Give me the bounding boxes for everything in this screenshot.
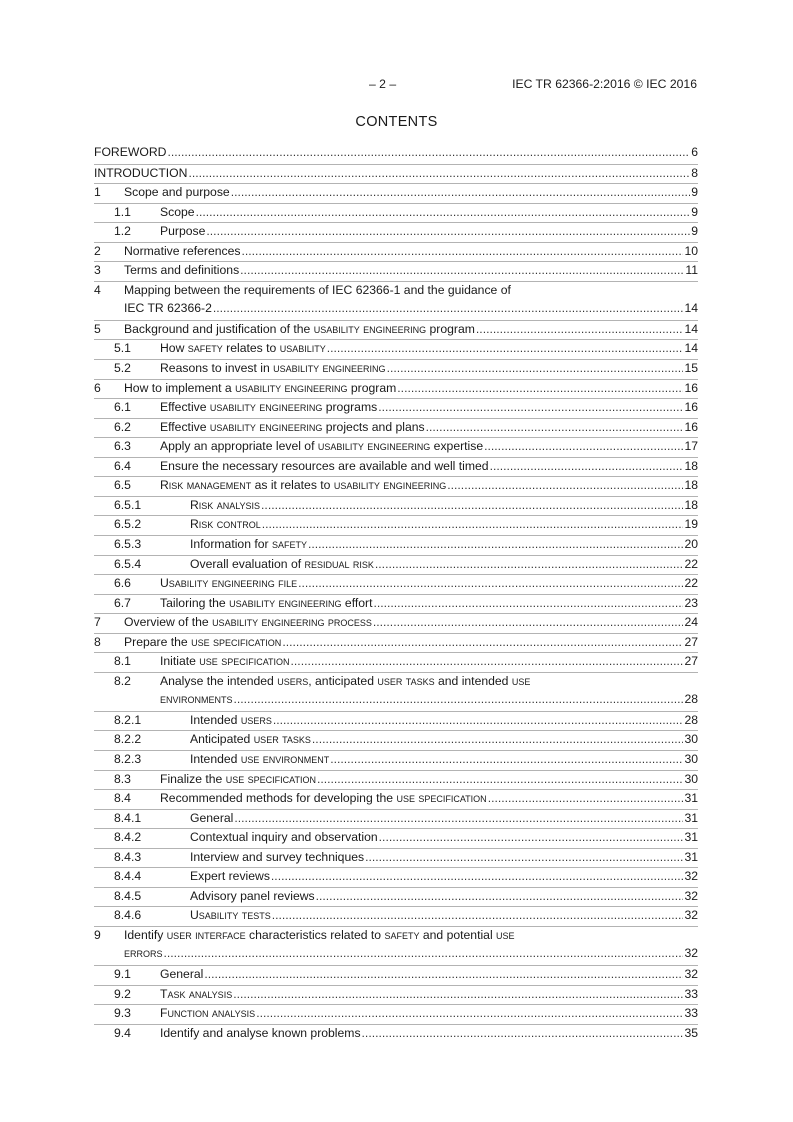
toc-entry-number: 8.4.2 bbox=[114, 830, 142, 845]
toc-entry-number: 9.1 bbox=[114, 967, 131, 982]
dot-leader bbox=[167, 145, 690, 159]
toc-entry-page: 6 bbox=[691, 145, 698, 159]
dot-leader bbox=[373, 615, 684, 629]
toc-entry-title: Overview of the usability engineering process bbox=[124, 615, 372, 630]
toc-entry[interactable] bbox=[94, 222, 698, 242]
toc-entry[interactable] bbox=[94, 985, 698, 1005]
toc-entry-title: Usability tests bbox=[190, 908, 271, 923]
toc-entry-page: 30 bbox=[684, 771, 698, 786]
toc-entry-page: 16 bbox=[684, 380, 698, 395]
toc-entry-page: 32 bbox=[684, 908, 698, 923]
toc-entry-number: 8.4.6 bbox=[114, 908, 142, 923]
toc-entry-number: 8.2.2 bbox=[114, 732, 142, 747]
toc-entry-page: 30 bbox=[684, 732, 698, 747]
toc-entry-title-line1: Analyse the intended users, anticipated user tasks and intended use bbox=[160, 673, 531, 688]
toc-entry-title: FOREWORD bbox=[94, 145, 167, 159]
toc-entry-number: 6.4 bbox=[114, 458, 131, 473]
toc-entry[interactable] bbox=[94, 711, 698, 731]
toc-entry-title: errors bbox=[124, 945, 163, 960]
dot-leader bbox=[426, 420, 684, 434]
toc-entry-title: Expert reviews bbox=[190, 869, 270, 884]
toc-entry-page: 30 bbox=[684, 751, 698, 766]
toc-entry[interactable] bbox=[94, 183, 698, 203]
toc-entry-title: Function analysis bbox=[160, 1006, 256, 1021]
toc-entry-title: environments bbox=[160, 691, 233, 706]
toc-entry-title: IEC TR 62366-2 bbox=[124, 300, 212, 315]
toc-entry[interactable] bbox=[94, 339, 698, 359]
toc-entry-title: Normative references bbox=[124, 243, 241, 258]
toc-entry-title: General bbox=[160, 967, 204, 982]
dot-leader bbox=[312, 732, 684, 746]
dot-leader bbox=[378, 400, 683, 414]
toc-entry[interactable] bbox=[94, 965, 698, 985]
toc-entry-title: How safety relates to usability bbox=[160, 341, 326, 356]
dot-leader bbox=[271, 869, 684, 883]
dot-leader bbox=[164, 946, 684, 960]
toc-entry-page: 18 bbox=[684, 497, 698, 512]
toc-entry-title: Intended users bbox=[190, 712, 272, 727]
toc-entry-page: 9 bbox=[691, 185, 698, 200]
toc-entry[interactable] bbox=[94, 867, 698, 887]
toc-entry-page: 32 bbox=[684, 967, 698, 982]
dot-leader bbox=[291, 654, 684, 668]
toc-entry[interactable] bbox=[94, 242, 698, 262]
toc-entry-number: 6.5.3 bbox=[114, 536, 142, 551]
dot-leader bbox=[327, 341, 684, 355]
dot-leader bbox=[282, 635, 683, 649]
toc-entry-title-line1: Mapping between the requirements of IEC 62366-1 and the guidance of bbox=[124, 282, 511, 297]
toc-entry-number: 6.2 bbox=[114, 419, 131, 434]
toc-entry[interactable] bbox=[94, 1004, 698, 1024]
dot-leader bbox=[234, 811, 683, 825]
toc-entry-page: 17 bbox=[684, 439, 698, 454]
toc-entry-page: 8 bbox=[691, 165, 698, 180]
toc-entry-page: 35 bbox=[684, 1025, 698, 1040]
toc-entry-page: 10 bbox=[684, 243, 698, 258]
toc-entry-page: 11 bbox=[685, 263, 698, 278]
dot-leader bbox=[484, 439, 683, 453]
toc-entry-number: 8.1 bbox=[114, 654, 131, 669]
toc-entry[interactable] bbox=[94, 320, 698, 340]
toc-entry[interactable] bbox=[94, 809, 698, 829]
dot-leader bbox=[262, 517, 684, 531]
toc-entry-number: 9.4 bbox=[114, 1025, 131, 1040]
toc-entry-page: 27 bbox=[684, 654, 698, 669]
toc-entry-title: Effective usability engineering projects and plans bbox=[160, 419, 425, 434]
toc-entry-number: 6.5 bbox=[114, 478, 131, 493]
toc-entry-number: 5 bbox=[94, 321, 101, 336]
toc-entry-page: 28 bbox=[684, 712, 698, 727]
toc-entry-title: Usability engineering file bbox=[160, 576, 298, 591]
dot-leader bbox=[204, 967, 683, 981]
toc-entry-title: Risk analysis bbox=[190, 497, 261, 512]
toc-entry-title: Overall evaluation of residual risk bbox=[190, 556, 374, 571]
dot-leader bbox=[196, 205, 691, 219]
toc-entry-number: 4 bbox=[94, 282, 101, 297]
dot-leader bbox=[298, 576, 683, 590]
toc-entry-number: 1.1 bbox=[114, 204, 131, 219]
toc-entry-page: 27 bbox=[684, 634, 698, 649]
toc-entry-page: 24 bbox=[684, 615, 698, 630]
toc-entry-page: 31 bbox=[684, 849, 698, 864]
toc-entry-title: How to implement a usability engineering program bbox=[124, 380, 397, 395]
toc-entry-number: 6.6 bbox=[114, 576, 131, 591]
toc-entry[interactable] bbox=[94, 828, 698, 848]
dot-leader bbox=[256, 1006, 683, 1020]
toc-entry-page: 9 bbox=[691, 224, 698, 239]
toc-entry-title: Recommended methods for developing the use specification bbox=[160, 791, 487, 806]
toc-entry-title: Background and justification of the usability engineering program bbox=[124, 321, 475, 336]
toc-entry-page: 16 bbox=[684, 419, 698, 434]
toc-entry[interactable] bbox=[94, 652, 698, 672]
toc-entry-page: 32 bbox=[684, 945, 698, 960]
toc-entry-number: 6 bbox=[94, 380, 101, 395]
dot-leader bbox=[316, 889, 684, 903]
toc-entry-page: 33 bbox=[684, 986, 698, 1001]
toc-entry[interactable] bbox=[94, 359, 698, 379]
toc-entry[interactable] bbox=[94, 906, 698, 926]
toc-entry[interactable] bbox=[94, 164, 698, 184]
toc-entry[interactable] bbox=[94, 203, 698, 223]
toc-entry-page: 14 bbox=[684, 321, 698, 336]
toc-entry-title: Risk management as it relates to usability engineering bbox=[160, 478, 447, 493]
dot-leader bbox=[308, 537, 683, 551]
toc-entry-title: Reasons to invest in usability engineering bbox=[160, 361, 386, 376]
toc-entry-number: 6.3 bbox=[114, 439, 131, 454]
toc-entry-title: Purpose bbox=[160, 224, 206, 239]
dot-leader bbox=[330, 752, 683, 766]
toc-entry-page: 19 bbox=[684, 517, 698, 532]
dot-leader bbox=[490, 459, 684, 473]
toc-entry-number: 5.2 bbox=[114, 361, 131, 376]
toc-entry-title: Prepare the use specification bbox=[124, 634, 282, 649]
toc-entry-number: 6.5.4 bbox=[114, 556, 142, 571]
toc-entry-number: 8.4.1 bbox=[114, 810, 142, 825]
toc-entry-number: 6.5.1 bbox=[114, 497, 142, 512]
page-number: – 2 – bbox=[369, 77, 397, 91]
toc-entry-title: Task analysis bbox=[160, 986, 233, 1001]
toc-entry-title: Apply an appropriate level of usability engineering expertise bbox=[160, 439, 484, 454]
toc-entry[interactable] bbox=[94, 457, 698, 477]
toc-entry-number: 9 bbox=[94, 927, 101, 942]
toc-entry-page: 14 bbox=[684, 300, 698, 315]
toc-entry-title: Ensure the necessary resources are available and well timed bbox=[160, 458, 489, 473]
toc-entry-number: 8.4 bbox=[114, 791, 131, 806]
toc-entry[interactable] bbox=[94, 144, 698, 164]
dot-leader bbox=[273, 713, 684, 727]
toc-entry-number: 8.2 bbox=[114, 673, 131, 688]
dot-leader bbox=[397, 381, 683, 395]
toc-entry[interactable] bbox=[94, 672, 698, 711]
table-of-contents bbox=[94, 144, 698, 1043]
toc-entry-page: 23 bbox=[684, 595, 698, 610]
toc-entry-title: Contextual inquiry and observation bbox=[190, 830, 378, 845]
toc-entry-number: 6.1 bbox=[114, 400, 131, 415]
toc-entry-title: Advisory panel reviews bbox=[190, 888, 315, 903]
toc-entry-page: 33 bbox=[684, 1006, 698, 1021]
dot-leader bbox=[240, 263, 684, 277]
toc-entry-page: 9 bbox=[691, 204, 698, 219]
toc-entry[interactable] bbox=[94, 555, 698, 575]
toc-entry-page: 28 bbox=[684, 691, 698, 706]
toc-entry-number: 7 bbox=[94, 615, 101, 630]
toc-entry-title: General bbox=[190, 810, 234, 825]
toc-entry[interactable] bbox=[94, 848, 698, 868]
toc-entry-page: 16 bbox=[684, 400, 698, 415]
toc-entry[interactable] bbox=[94, 418, 698, 438]
dot-leader bbox=[242, 244, 684, 258]
toc-entry-page: 31 bbox=[684, 810, 698, 825]
toc-entry[interactable] bbox=[94, 261, 698, 281]
toc-entry-title: Scope bbox=[160, 204, 195, 219]
toc-entry-title: Terms and definitions bbox=[124, 263, 240, 278]
toc-entry[interactable] bbox=[94, 515, 698, 535]
toc-entry-number: 1 bbox=[94, 185, 101, 200]
toc-entry[interactable] bbox=[94, 496, 698, 516]
dot-leader bbox=[272, 908, 684, 922]
toc-entry-page: 22 bbox=[684, 576, 698, 591]
toc-entry-number: 8.4.5 bbox=[114, 888, 142, 903]
toc-entry[interactable] bbox=[94, 750, 698, 770]
toc-entry[interactable] bbox=[94, 926, 698, 965]
dot-leader bbox=[488, 791, 684, 805]
toc-entry[interactable] bbox=[94, 594, 698, 614]
toc-entry-title-line1: Identify user interface characteristics related to safety and potential use bbox=[124, 927, 515, 942]
toc-entry-page: 31 bbox=[684, 830, 698, 845]
toc-entry-number: 8.4.4 bbox=[114, 869, 142, 884]
dot-leader bbox=[231, 185, 691, 199]
toc-entry-page: 32 bbox=[684, 869, 698, 884]
toc-entry-number: 1.2 bbox=[114, 224, 131, 239]
toc-entry-title: Finalize the use specification bbox=[160, 771, 316, 786]
toc-entry-page: 18 bbox=[684, 458, 698, 473]
toc-entry-number: 8.4.3 bbox=[114, 849, 142, 864]
toc-entry[interactable] bbox=[94, 887, 698, 907]
dot-leader bbox=[476, 322, 684, 336]
dot-leader bbox=[362, 1026, 684, 1040]
toc-entry-number: 9.3 bbox=[114, 1006, 131, 1021]
toc-entry-number: 8.3 bbox=[114, 771, 131, 786]
dot-leader bbox=[213, 301, 684, 315]
dot-leader bbox=[373, 596, 683, 610]
standard-reference: IEC TR 62366-2:2016 © IEC 2016 bbox=[512, 77, 697, 91]
toc-entry[interactable] bbox=[94, 789, 698, 809]
toc-entry-title: Risk control bbox=[190, 517, 261, 532]
toc-entry-title: Identify and analyse known problems bbox=[160, 1025, 361, 1040]
page-header bbox=[0, 77, 793, 93]
dot-leader bbox=[233, 987, 683, 1001]
toc-entry-title: Anticipated user tasks bbox=[190, 732, 311, 747]
dot-leader bbox=[261, 498, 683, 512]
toc-entry-number: 8.2.3 bbox=[114, 751, 142, 766]
toc-entry-number: 3 bbox=[94, 263, 101, 278]
toc-entry-title: Tailoring the usability engineering effort bbox=[160, 595, 373, 610]
dot-leader bbox=[206, 224, 690, 238]
toc-entry-page: 18 bbox=[684, 478, 698, 493]
toc-entry[interactable] bbox=[94, 281, 698, 320]
toc-entry-number: 5.1 bbox=[114, 341, 131, 356]
toc-entry[interactable] bbox=[94, 535, 698, 555]
dot-leader bbox=[387, 361, 684, 375]
toc-entry-number: 2 bbox=[94, 243, 101, 258]
toc-entry-title: Interview and survey techniques bbox=[190, 849, 365, 864]
toc-entry-number: 9.2 bbox=[114, 986, 131, 1001]
dot-leader bbox=[379, 830, 684, 844]
toc-entry[interactable] bbox=[94, 379, 698, 399]
toc-entry-title: INTRODUCTION bbox=[94, 165, 188, 180]
toc-entry[interactable] bbox=[94, 633, 698, 653]
dot-leader bbox=[447, 478, 683, 492]
toc-entry-number: 8 bbox=[94, 634, 101, 649]
toc-entry[interactable] bbox=[94, 476, 698, 496]
dot-leader bbox=[375, 557, 684, 571]
toc-entry-title: Effective usability engineering programs bbox=[160, 400, 378, 415]
contents-title: CONTENTS bbox=[355, 114, 438, 130]
toc-entry-title: Intended use environment bbox=[190, 751, 330, 766]
toc-entry-page: 22 bbox=[684, 556, 698, 571]
toc-entry-number: 6.7 bbox=[114, 595, 131, 610]
dot-leader bbox=[188, 166, 690, 180]
toc-entry-page: 14 bbox=[684, 341, 698, 356]
toc-entry[interactable] bbox=[94, 770, 698, 790]
toc-entry[interactable] bbox=[94, 613, 698, 633]
toc-entry-number: 8.2.1 bbox=[114, 712, 142, 727]
toc-entry[interactable] bbox=[94, 1024, 698, 1044]
toc-entry-title: Initiate use specification bbox=[160, 654, 290, 669]
dot-leader bbox=[234, 692, 684, 706]
toc-entry[interactable] bbox=[94, 730, 698, 750]
toc-entry[interactable] bbox=[94, 437, 698, 457]
toc-entry-number: 6.5.2 bbox=[114, 517, 142, 532]
toc-entry-title: Scope and purpose bbox=[124, 185, 230, 200]
dot-leader bbox=[365, 850, 683, 864]
toc-entry-page: 31 bbox=[684, 791, 698, 806]
toc-entry-title: Information for safety bbox=[190, 536, 307, 551]
toc-entry-page: 32 bbox=[684, 888, 698, 903]
toc-entry-page: 20 bbox=[684, 536, 698, 551]
toc-entry[interactable] bbox=[94, 574, 698, 594]
toc-entry[interactable] bbox=[94, 398, 698, 418]
dot-leader bbox=[317, 772, 683, 786]
toc-entry-page: 15 bbox=[684, 361, 698, 376]
